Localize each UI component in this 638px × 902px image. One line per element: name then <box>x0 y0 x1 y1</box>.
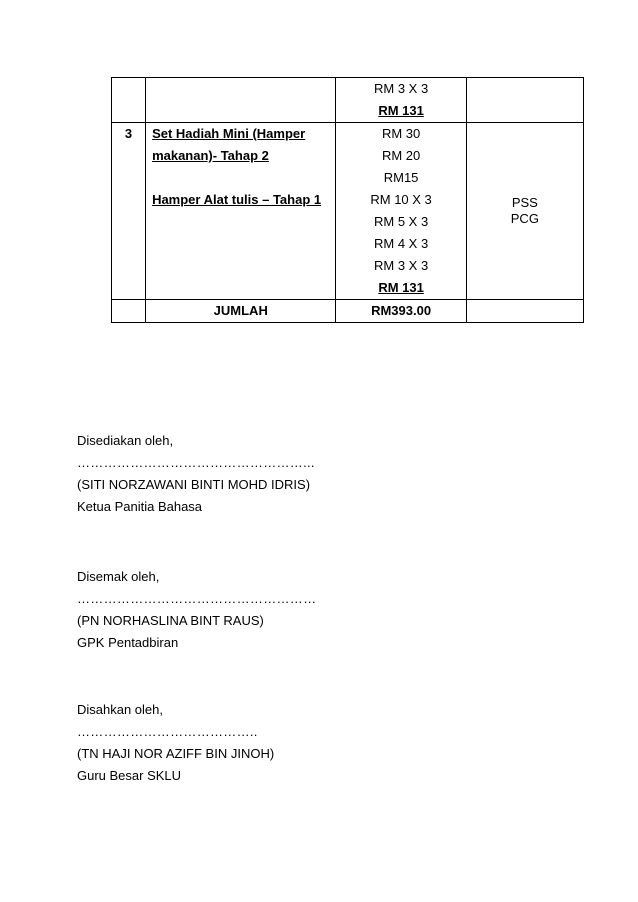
signature-line: ……………………………………………… <box>77 591 317 606</box>
amount-line: RM15 <box>383 170 419 185</box>
total-amount: RM393.00 <box>336 300 466 323</box>
item-line: makanan)- Tahap 2 <box>152 148 269 163</box>
amount-line: RM 3 X 3 <box>373 81 429 96</box>
amount-subtotal: RM 131 <box>378 103 424 118</box>
amount-line: RM 4 X 3 <box>373 236 429 251</box>
item-cell <box>146 78 336 123</box>
amount-line: RM 20 <box>381 148 421 163</box>
role-label: Disediakan oleh, <box>77 433 174 448</box>
signature-approved <box>77 699 274 787</box>
item-line: Set Hadiah Mini (Hamper <box>152 126 306 141</box>
role-label: Disahkan oleh, <box>77 702 163 717</box>
signatory-position: Guru Besar SKLU <box>77 768 182 783</box>
amount-cell <box>336 123 466 300</box>
table-row <box>112 123 584 300</box>
source-cell <box>466 300 583 323</box>
source-line: PCG <box>510 211 539 226</box>
amount-line: RM 5 X 3 <box>373 214 429 229</box>
item-line: Hamper Alat tulis – Tahap 1 <box>152 192 322 207</box>
amount-line: RM 3 X 3 <box>373 258 429 273</box>
table-row <box>112 78 584 123</box>
source-line: PSS <box>511 195 538 210</box>
signatory-name: (SITI NORZAWANI BINTI MOHD IDRIS) <box>77 477 311 492</box>
amount-subtotal: RM 131 <box>378 280 424 295</box>
signature-checked <box>77 566 316 654</box>
signature-line: ……………………………………………... <box>77 455 315 470</box>
signatory-name: (PN NORHASLINA BINT RAUS) <box>77 613 264 628</box>
signature-line: ………………………………….. <box>77 724 258 739</box>
signature-prepared <box>77 430 315 518</box>
role-label: Disemak oleh, <box>77 569 160 584</box>
amount-line: RM 10 X 3 <box>370 192 432 207</box>
number-cell: 3 <box>112 123 146 300</box>
source-cell <box>466 78 583 123</box>
total-label: JUMLAH <box>146 300 336 323</box>
signatory-position: Ketua Panitia Bahasa <box>77 499 203 514</box>
number-cell <box>112 300 146 323</box>
total-row <box>112 300 584 323</box>
item-cell <box>146 123 336 300</box>
amount-cell <box>336 78 466 123</box>
budget-table <box>111 77 584 323</box>
number-cell <box>112 78 146 123</box>
amount-line: RM 30 <box>381 126 421 141</box>
source-cell <box>466 123 583 300</box>
signatory-position: GPK Pentadbiran <box>77 635 179 650</box>
signatory-name: (TN HAJI NOR AZIFF BIN JINOH) <box>77 746 275 761</box>
